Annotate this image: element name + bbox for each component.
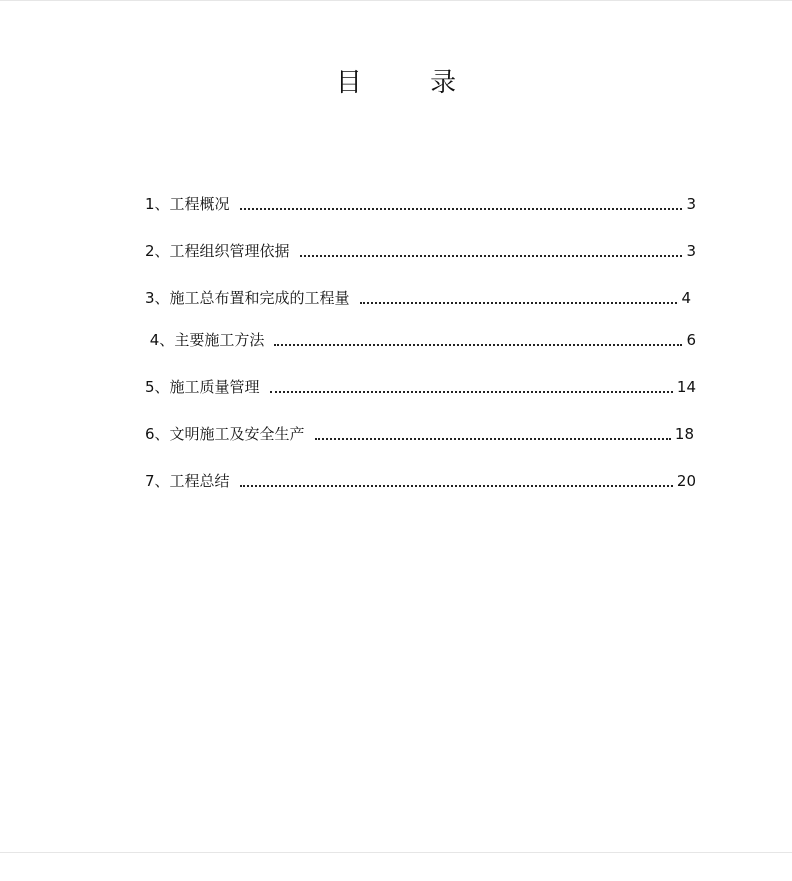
- toc-entry[interactable]: [145, 420, 694, 444]
- toc-leader-dots: [240, 485, 673, 487]
- toc-entry-page: 3: [686, 195, 696, 213]
- toc-entry[interactable]: [145, 284, 691, 308]
- toc-entry-label: 主要施工方法: [174, 331, 265, 349]
- toc-entry-number: 4、: [145, 331, 175, 349]
- toc-entry[interactable]: [145, 326, 696, 350]
- toc-entry-page: 3: [686, 242, 696, 260]
- toc-leader-dots: [315, 438, 671, 440]
- toc-entry[interactable]: [145, 373, 696, 397]
- toc-leader-dots: [300, 255, 683, 257]
- page-bottom-edge: [0, 852, 792, 853]
- toc-entry-label: 工程概况: [169, 195, 230, 213]
- toc-entry-page: 6: [686, 331, 696, 349]
- toc-entry-page: 4: [681, 289, 691, 307]
- toc-entry-label: 施工总布置和完成的工程量: [169, 289, 350, 307]
- toc-leader-dots: [240, 208, 683, 210]
- toc-entry-number: 5、: [145, 378, 170, 396]
- toc-entry-number: 7、: [145, 472, 170, 490]
- toc-entry-number: 3、: [145, 289, 170, 307]
- toc-title: 目 录: [335, 68, 487, 98]
- toc-entry-label: 工程组织管理依据: [169, 242, 290, 260]
- toc-entry-page: 14: [676, 378, 696, 396]
- toc-entry-number: 2、: [145, 242, 170, 260]
- page-top-edge: [0, 0, 792, 1]
- toc-entry-page: 18: [674, 425, 694, 443]
- toc-leader-dots: [270, 391, 673, 393]
- toc-entry-label: 文明施工及安全生产: [169, 425, 305, 443]
- toc-entry-label: 施工质量管理: [169, 378, 260, 396]
- toc-entry-page: 20: [676, 472, 696, 490]
- toc-entry[interactable]: [145, 237, 696, 261]
- toc-entry[interactable]: [145, 190, 696, 214]
- toc-leader-dots: [274, 344, 682, 346]
- toc-entry-number: 1、: [145, 195, 170, 213]
- toc-entry-number: 6、: [145, 425, 170, 443]
- toc-entry-label: 工程总结: [169, 472, 230, 490]
- toc-entry[interactable]: [145, 467, 696, 491]
- toc-leader-dots: [360, 302, 678, 304]
